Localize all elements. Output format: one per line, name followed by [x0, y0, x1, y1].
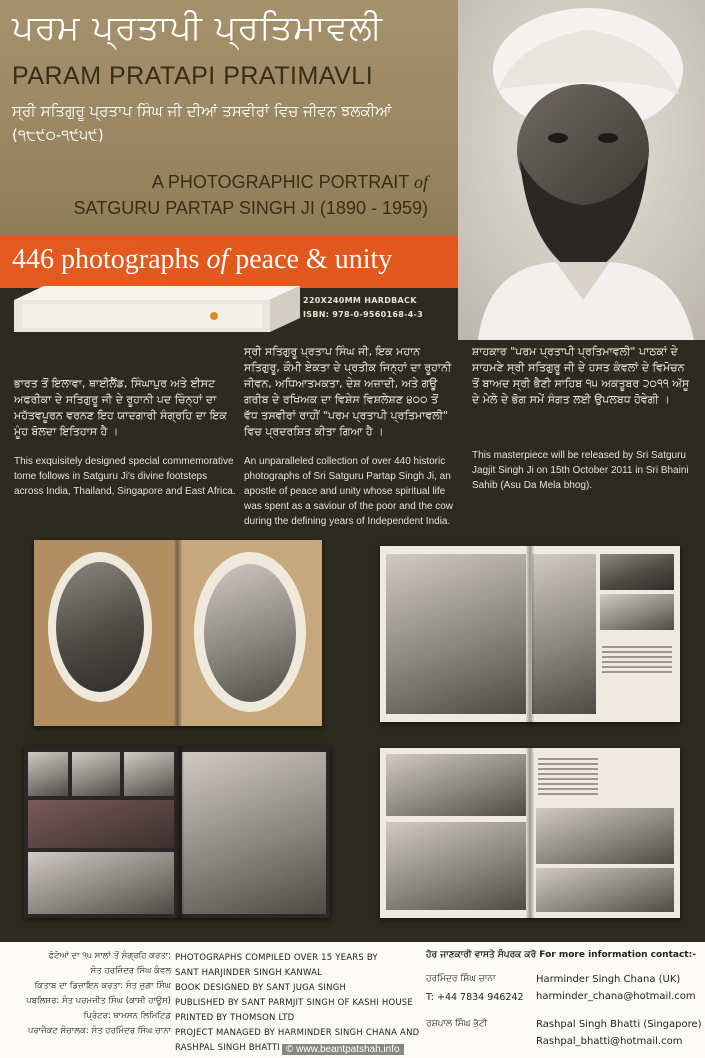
spread-2-fold: [526, 546, 534, 722]
credit-1-english: PHOTOGRAPHS COMPILED OVER 15 YEARS BY: [175, 953, 378, 963]
portrait-photo: [458, 0, 705, 340]
credit-5-english: PRINTED BY THOMSON LTD: [175, 1013, 295, 1023]
spread-2-caption: [602, 646, 672, 676]
book-strip: [0, 288, 458, 340]
tagline-of: of: [206, 244, 229, 275]
credit-4-punjabi: ਪਬਲਿਸ਼ਰ: ਸੰਤ ਪਰਮਜੀਤ ਸਿੰਘ (ਕਾਸ਼ੀ ਹਾਊਸ): [26, 996, 171, 1006]
header-panel: [0, 0, 458, 236]
contact-2-email[interactable]: Rashpal_bhatti@hotmail.com: [536, 1036, 683, 1047]
tagline: [12, 244, 392, 276]
title-english: PARAM PRATAPI PRATIMAVLI: [12, 62, 374, 90]
book-box-image: [8, 280, 308, 332]
spread-4-fold: [526, 748, 534, 918]
spread-4-caption: [538, 758, 598, 798]
spread-2-photo-small-2: [600, 594, 674, 630]
watermark: © www.beantpatshah.info: [282, 1044, 404, 1055]
column-3: [472, 344, 694, 493]
spread-1-photo-left: [56, 562, 144, 692]
spread-3-photo-main: [182, 752, 326, 914]
subtitle-english-line1: [152, 172, 428, 193]
book-spread-1: [34, 540, 322, 726]
spread-4-photo-4: [536, 868, 674, 912]
spread-1-fold: [174, 540, 182, 726]
subtitle-english-of: of: [413, 172, 428, 192]
book-dimensions: 220X240MM HARDBACK: [303, 296, 417, 305]
spread-1-photo-right: [204, 564, 296, 702]
spread-3-photo-5: [28, 852, 174, 914]
column-2-english: An unparalleled collection of over 440 historic photographs of Sri Satguru Partap Singh Ji, an apostle of peace and unity whose spiritual life was spent as a saviour of the poor and the cow during the defining years of Independent India.: [244, 456, 454, 527]
credit-4-english: PUBLISHED BY SANT PARMJIT SINGH OF KASHI HOUSE: [175, 998, 413, 1008]
spread-4-photo-1: [386, 754, 526, 816]
contact-1-punjabi: ਹਰਮਿੰਦਰ ਸਿੰਘ ਚਾਨਾ: [426, 974, 496, 984]
column-3-punjabi: ਸ਼ਾਹਕਾਰ "ਪਰਮ ਪ੍ਰਤਾਪੀ ਪ੍ਰਤਿਮਾਵਲੀ" ਪਾਠਕਾਂ ਦੇ ਸਾਹਮਣੇ ਸ੍ਰੀ ਸਤਿਗੁਰੂ ਜੀ ਦੇ ਹਸਤ ਕੰਵਲਾਂ ਦੇ ਵਿਮੋਚਨ ਤੋਂ ਬਾਅਦ ਸ੍ਰੀ ਭੈਣੀ ਸਾਹਿਬ ੧੫ ਅਕਤੂਬਰ ੨੦੧੧ ਅੱਸੂ ਦੇ ਮੇਲੇ ਦੇ ਭੋਗ ਸਮੇਂ ਸੰਗਤ ਲਈ ਉਪਲਬਧ ਹੋਵੇਗੀ ।: [472, 345, 690, 406]
subtitle-english-prefix: A PHOTOGRAPHIC PORTRAIT: [151, 172, 409, 192]
spread-4-photo-2: [386, 822, 526, 910]
contact-heading: [426, 950, 696, 960]
credit-6-english: PROJECT MANAGED BY HARMINDER SINGH CHANA AND: [175, 1028, 420, 1038]
spread-3-photo-3: [124, 752, 174, 796]
contact-2-name: Rashpal Singh Bhatti (Singapore): [536, 1019, 702, 1030]
contact-1-name: Harminder Singh Chana (UK): [536, 974, 681, 985]
spread-3-photo-4: [28, 800, 174, 848]
column-1-punjabi: ਭਾਰਤ ਤੋਂ ਇਲਾਵਾ, ਥਾਈਲੈਂਡ, ਸਿੰਘਾਪੁਰ ਅਤੇ ਈਸਟ ਅਫਰੀਕਾ ਦੇ ਸਤਿਗੁਰੂ ਜੀ ਦੇ ਰੂਹਾਨੀ ਪਦ ਚਿੰਨ੍ਹਾਂ ਦਾ ਮਹੱਤਵਪੂਰਨ ਵਰਨਣ ਇਹ ਯਾਦਗਾਰੀ ਸੰਗ੍ਰਹਿ ਦਾ ਇਕ ਮੂੰਹ ਬੋਲਦਾ ਇਤਿਹਾਸ ਹੈ ।: [14, 377, 227, 438]
spread-3-fold: [176, 746, 184, 918]
spread-3-photo-2: [72, 752, 120, 796]
spread-4-photo-3: [536, 808, 674, 864]
contact-heading-english: For more information contact:-: [539, 950, 696, 960]
subtitle-english-line2: SATGURU PARTAP SINGH JI (1890 - 1959): [73, 198, 428, 218]
column-1-english: This exquisitely designed special commemorative tome follows in Satguru Ji's divine footsteps across India, Thailand, Singapore and East Africa.: [14, 456, 236, 497]
credit-3-english: BOOK DESIGNED BY SANT JUGA SINGH: [175, 983, 347, 993]
credit-5-punjabi: ਪ੍ਰਿੰਟਰ: ਥਾਮਸਨ ਲਿਮਿਟਿਡ: [83, 1011, 171, 1021]
portrait-illustration: [458, 0, 705, 340]
column-2-punjabi: ਸ੍ਰੀ ਸਤਿਗੁਰੂ ਪ੍ਰਤਾਪ ਸਿੰਘ ਜੀ, ਇਕ ਮਹਾਨ ਸਤਿਗੁਰੂ, ਕੌਮੀ ਏਕਤਾ ਦੇ ਪ੍ਰਤੀਕ ਜਿਨ੍ਹਾਂ ਦਾ ਰੂਹਾਨੀ ਜੀਵਨ, ਅਧਿਆਤਮਕਤਾ, ਦੇਸ਼ ਅਜ਼ਾਦੀ, ਅਤੇ ਗਊ ਗਰੀਬ ਦੇ ਰਖਿਅਕ ਦਾ ਵਿਸ਼ੇਸ ਵਿਸ਼ਲੇਸ਼ਣ ੪੦੦ ਤੋਂ ਵੱਧ ਤਸਵੀਰਾਂ ਰਾਹੀਂ "ਪਰਮ ਪ੍ਰਤਾਪੀ ਪ੍ਰਤਿਮਾਵਲੀ" ਵਿਚ ਪ੍ਰਦਰਸ਼ਿਤ ਕੀਤਾ ਗਿਆ ਹੈ ।: [244, 345, 452, 438]
book-spread-4: [380, 748, 680, 918]
spread-2-photo-main: [386, 554, 526, 714]
spread-2-photo-mid: [532, 554, 596, 714]
spread-2-photo-small-1: [600, 554, 674, 590]
book-spread-3: [24, 746, 330, 918]
spread-3-photo-1: [28, 752, 68, 796]
credit-1-punjabi: ਫੋਟੋਆਂ ਦਾ ੧੫ ਸਾਲਾਂ ਤੋਂ ਸੰਗ੍ਰਹਿ ਕਰਤਾ:: [48, 951, 171, 961]
tagline-count: 446 photographs: [12, 244, 200, 275]
contact-1-email[interactable]: harminder_chana@hotmail.com: [536, 991, 696, 1002]
book-spread-2: [380, 546, 680, 722]
subtitle-punjabi: ਸ੍ਰੀ ਸਤਿਗੁਰੂ ਪ੍ਰਤਾਪ ਸਿੰਘ ਜੀ ਦੀਆਂ ਤਸਵੀਰਾਂ ਵਿਚ ਜੀਵਨ ਝਲਕੀਆਂ (੧੮੯੦-੧੯੫੯): [12, 102, 392, 144]
contact-2-punjabi: ਰਸ਼ਪਾਲ ਸਿੰਘ ਭੱਟੀ: [426, 1019, 488, 1029]
credit-2-english: SANT HARJINDER SINGH KANWAL: [175, 968, 323, 978]
column-1: [14, 376, 236, 499]
title-punjabi: ਪਰਮ ਪ੍ਰਤਾਪੀ ਪ੍ਰਤਿਮਾਵਲੀ: [12, 8, 383, 48]
column-3-english: This masterpiece will be released by Sri Satguru Jagjit Singh Ji on 15th October 2011 in Sri Bhaini Sahib (Asu Da Mela bhog).: [472, 450, 689, 491]
credit-7-english: RASHPAL SINGH BHATTI: [175, 1043, 281, 1053]
credit-6-punjabi: ਪਰਾਜੈਕਟ ਸੰਚਾਲਕ: ਸੰਤ ਹਰਮਿੰਦਰ ਸਿੰਘ ਚਾਨਾ: [27, 1026, 171, 1036]
credit-3-punjabi: ਕਿਤਾਬ ਦਾ ਡਿਜ਼ਾਇਨ ਕਰਤਾ: ਸੰਤ ਜੁਗਾ ਸਿੰਘ: [34, 981, 171, 991]
contact-1-phone: T: +44 7834 946242: [426, 992, 524, 1003]
book-isbn: ISBN: 978-0-9560168-4-3: [303, 310, 424, 319]
contact-heading-punjabi: ਹੋਰ ਜਾਣਕਾਰੀ ਵਾਸਤੇ ਸੰਪਰਕ ਕਰੋ: [426, 950, 537, 960]
tagline-rest: peace & unity: [235, 244, 393, 275]
credit-2-punjabi: ਸੰਤ ਹਰਜਿੰਦਰ ਸਿੰਘ ਕੰਵਲ: [90, 966, 171, 976]
column-2: [244, 344, 454, 529]
